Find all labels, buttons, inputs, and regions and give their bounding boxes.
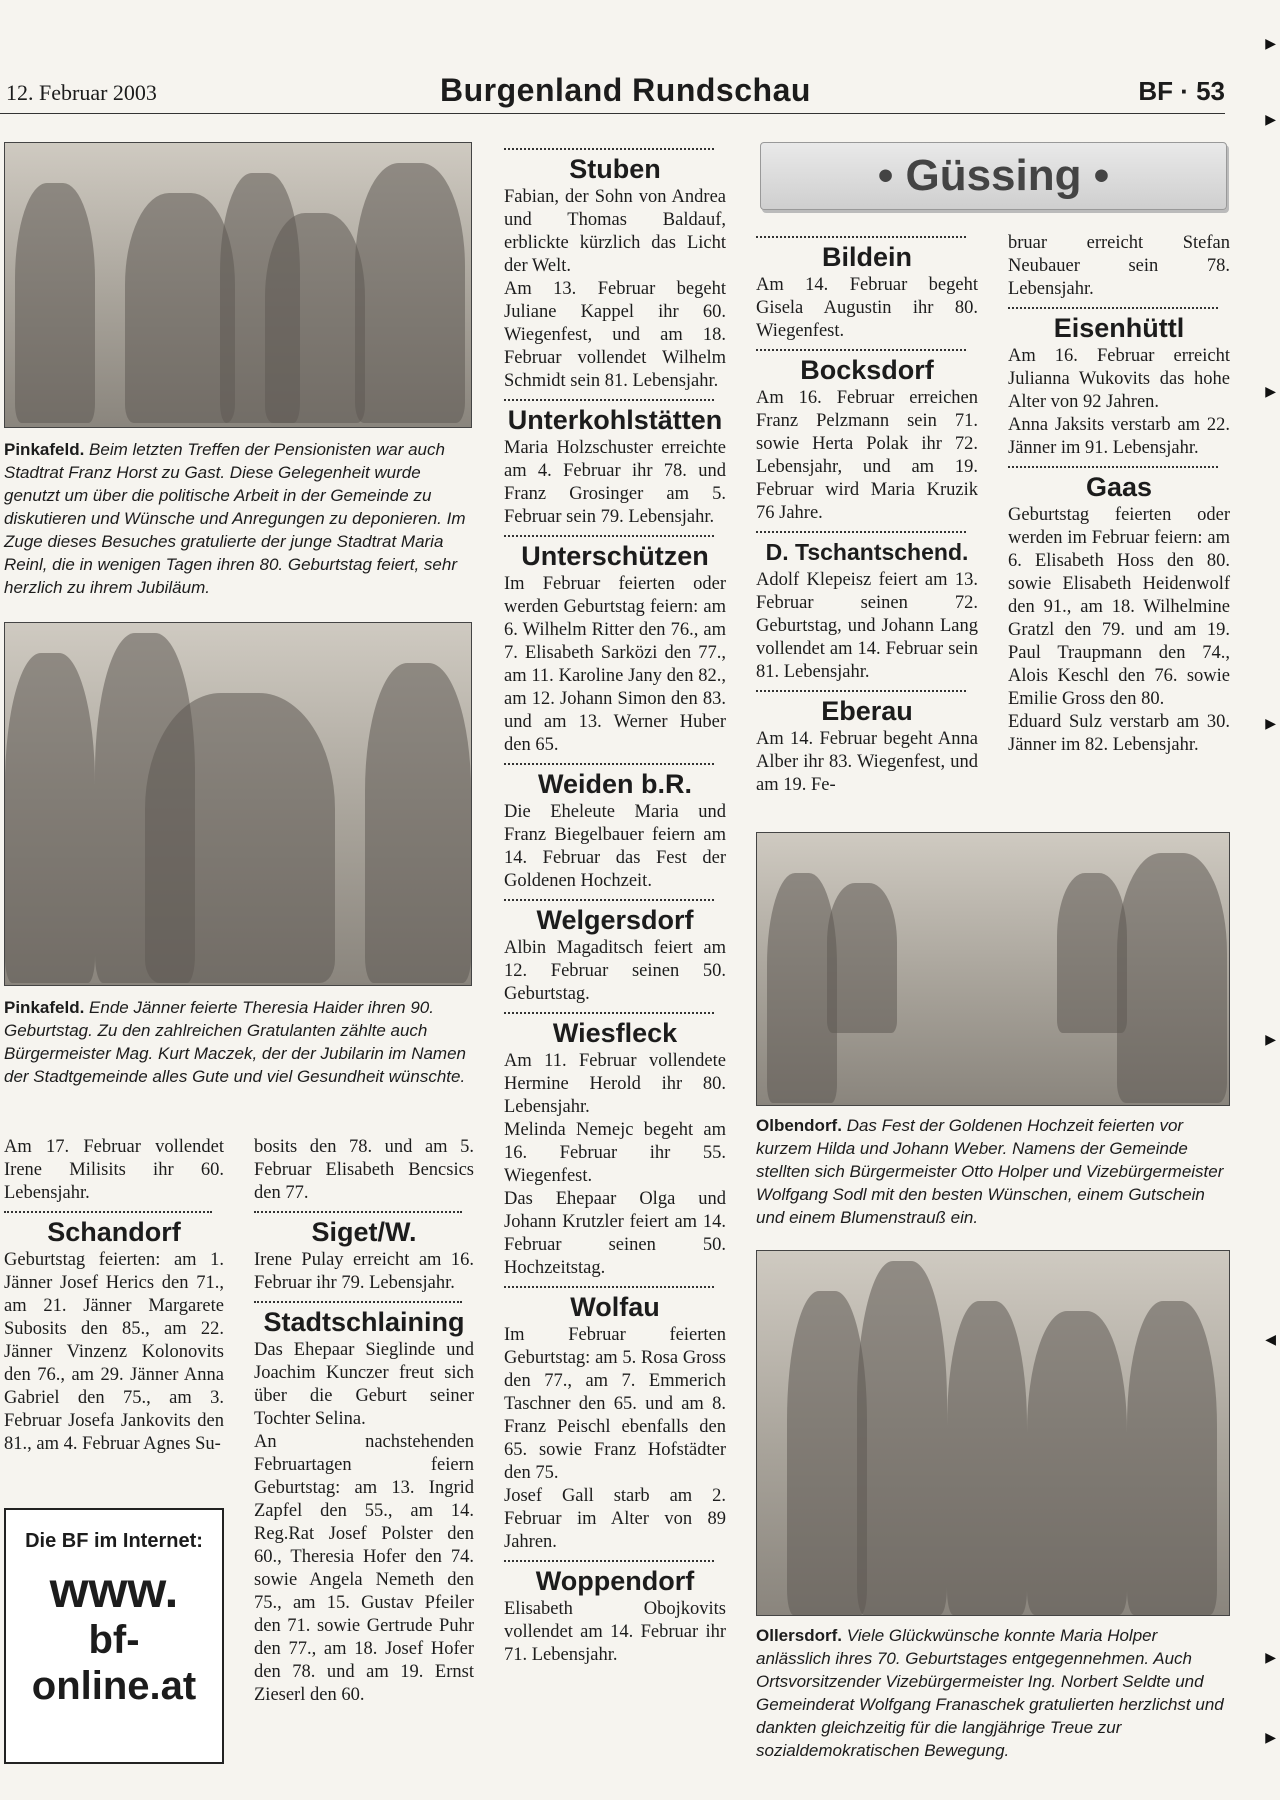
caption-place: Ollersdorf. — [756, 1626, 842, 1645]
column-3 — [504, 142, 726, 1667]
section-heading-stadtschlaining: Stadtschlaining — [263, 1307, 465, 1337]
section-heading-eberau: Eberau — [821, 696, 913, 726]
dotted-divider — [504, 1012, 714, 1014]
caption-text: Viele Glückwünsche konnte Maria Holper anlässlich ihres 70. Geburtstages entgegennehmen. Auch Ortsvorsitzender Vizebürgermeister Ing. Norbert Seldte und Gemeinderat Wolfgang Franaschek gratulierten herzlichst und dankten gleichzeitig für die langjährige Treue zur sozialdemokratischen Bewegung. — [756, 1626, 1224, 1760]
caption-text: Beim letzten Treffen der Pensionisten war auch Stadtrat Franz Horst zu Gast. Diese Gelegenheit wurde genutzt um über die politische Arbeit in der Gemeinde zu diskutieren und Wünsche und Anregungen zu deponieren. Im Zuge dieses Besuches gratulierte der junge Stadtrat Maria Reinl, die in wenigen Tagen ihren 80. Geburtstag feiert, sehr herzlich zu ihrem Jubiläum. — [4, 440, 466, 597]
caption-place: Olbendorf. — [756, 1116, 842, 1135]
caption-place: Pinkafeld. — [4, 998, 85, 1017]
article-text: An nachstehenden Februartagen feiern Geburtstag: am 13. Ingrid Zapfel den 55., am 14. Reg.Rat Josef Polster den 60., Theresia Hofer den 74. sowie Angela Nemeth den 75., am 15. Gustav Pfeiler den 71. sowie Gertrude Puhr den 77., am 18. Josef Hofer den 78. und am 19. Ernst Zieserl den 60. — [254, 1432, 474, 1705]
section-heading-welgersdorf: Welgersdorf — [536, 905, 694, 935]
scan-mark-icon: ▶ — [1265, 385, 1276, 400]
column-1 — [4, 1136, 224, 1456]
section-heading-gaas: Gaas — [1085, 472, 1153, 502]
page-number: BF · 53 — [1138, 76, 1225, 106]
section-heading-tschantschend: D. Tschantschend. — [765, 539, 969, 565]
article-text: Am 14. Februar begeht Anna Alber ihr 83. Wiegenfest, und am 19. Fe- — [756, 729, 978, 795]
scan-mark-icon: ▶ — [1265, 37, 1276, 52]
article-text: Im Februar feierten oder werden Geburtstag feiern: am 6. Wilhelm Ritter den 76., am 7. Elisabeth Sarközi den 77., am 11. Karoline Jany den 82., am 12. Johann Simon den 83. und am 13. Werner Huber den 65. — [504, 574, 726, 755]
scan-mark-icon: ▶ — [1265, 717, 1276, 732]
article-text: Fabian, der Sohn von Andrea und Thomas Baldauf, erblickte kürzlich das Licht der Welt. — [504, 187, 726, 276]
dotted-divider — [504, 399, 714, 401]
section-heading-wolfau: Wolfau — [570, 1292, 660, 1322]
article-text: Am 11. Februar vollendete Hermine Herold ihr 80. Lebensjahr. — [504, 1051, 726, 1117]
region-heading-guessing: • Güssing • — [760, 142, 1227, 210]
caption-photo-3 — [756, 1114, 1228, 1229]
scan-mark-icon: ▶ — [1265, 1033, 1276, 1048]
scan-mark-icon: ▶ — [1265, 113, 1276, 128]
article-text: Josef Gall starb am 2. Februar im Alter von 89 Jahren. — [504, 1486, 726, 1552]
dotted-divider — [504, 899, 714, 901]
photo-pinkafeld-haider — [4, 622, 472, 986]
scan-mark-icon: ▶ — [1265, 1651, 1276, 1666]
dotted-divider — [756, 349, 966, 351]
article-text: Melinda Nemejc begeht am 16. Februar ihr 55. Wiegenfest. — [504, 1120, 726, 1186]
dotted-divider — [504, 1560, 714, 1562]
header-rule — [0, 113, 1225, 114]
article-text: Am 16. Februar erreichen Franz Pelzmann sein 71. sowie Herta Polak ihr 72. Lebensjahr, und am 19. Februar wird Maria Kruzik 76 Jahre. — [756, 388, 978, 523]
dotted-divider — [1008, 466, 1218, 468]
newspaper-title: Burgenland Rundschau — [440, 72, 811, 108]
dotted-divider — [1008, 307, 1218, 309]
dotted-divider — [254, 1301, 462, 1303]
article-text: Die Eheleute Maria und Franz Biegelbauer feiern am 14. Februar das Fest der Goldenen Hochzeit. — [504, 802, 726, 891]
section-heading-weiden: Weiden b.R. — [537, 769, 692, 799]
scan-mark-icon: ▶ — [1265, 1731, 1276, 1746]
internet-box — [4, 1508, 224, 1764]
article-text: Am 17. Februar vollendet Irene Milisits ihr 60. Lebensjahr. — [4, 1137, 224, 1203]
article-text: Adolf Klepeisz feiert am 13. Februar seinen 72. Geburtstag, und Johann Lang vollendet am 14. Februar sein 81. Lebensjahr. — [756, 570, 978, 682]
dotted-divider — [756, 531, 966, 533]
photo-ollersdorf — [756, 1250, 1230, 1616]
article-text: Eduard Sulz verstarb am 30. Jänner im 82. Lebensjahr. — [1008, 712, 1230, 755]
column-5 — [1008, 232, 1230, 757]
article-text: Elisabeth Obojkovits vollendet am 14. Februar ihr 71. Lebensjahr. — [504, 1599, 726, 1665]
article-text: Anna Jaksits verstarb am 22. Jänner im 91. Lebensjahr. — [1008, 415, 1230, 458]
article-text: Geburtstag feierten: am 1. Jänner Josef Herics den 71., am 21. Jänner Margarete Subosits den 85., am 22. Jänner Vinzenz Kolonovits den 76., am 29. Jänner Anna Gabriel den 75., am 3. Februar Josefa Jankovits den 81., am 4. Februar Agnes Su- — [4, 1250, 224, 1454]
internet-url-part[interactable]: bf- — [88, 1618, 140, 1662]
dotted-divider — [756, 690, 966, 692]
section-heading-bildein: Bildein — [821, 242, 912, 272]
photo-pinkafeld-pensionisten — [4, 142, 472, 428]
internet-url-part[interactable]: www. — [49, 1562, 179, 1618]
article-text: Albin Magaditsch feiert am 12. Februar seinen 50. Geburtstag. — [504, 938, 726, 1004]
section-heading-siget: Siget/W. — [311, 1217, 417, 1247]
section-heading-stuben: Stuben — [569, 154, 661, 184]
article-text: Irene Pulay erreicht am 16. Februar ihr 79. Lebensjahr. — [254, 1250, 474, 1293]
internet-url-part[interactable]: online.at — [31, 1664, 197, 1708]
article-text: Maria Holzschuster erreichte am 4. Februar ihr 78. und Franz Grosinger am 5. Februar sein 79. Lebensjahr. — [504, 438, 726, 527]
column-4 — [756, 230, 978, 797]
dotted-divider — [254, 1211, 462, 1213]
dotted-divider — [4, 1211, 212, 1213]
article-text: bruar erreicht Stefan Neubauer sein 78. Lebensjahr. — [1008, 233, 1230, 299]
article-text: Im Februar feierten Geburtstag: am 5. Rosa Gross den 77., am 7. Emmerich Taschner den 65. und am 8. Franz Peischl ebenfalls den 65. sowie Franz Hofstädter den 75. — [504, 1325, 726, 1483]
issue-date: 12. Februar 2003 — [6, 80, 157, 105]
dotted-divider — [756, 236, 966, 238]
dotted-divider — [504, 1286, 714, 1288]
section-heading-eisenhuettl: Eisenhüttl — [1053, 313, 1185, 343]
caption-photo-4 — [756, 1624, 1228, 1762]
dotted-divider — [504, 763, 714, 765]
article-text: Geburtstag feierten oder werden im Februar feiern: am 6. Elisabeth Hoss den 80. sowie Elisabeth Heidenwolf den 91., am 18. Wilhelmine Gratzl den 79. und am 19. Paul Traupmann den 74., Alois Keschl den 76. sowie Emilie Gross den 80. — [1008, 505, 1230, 709]
article-text: bosits den 78. und am 5. Februar Elisabeth Bencsics den 77. — [254, 1137, 474, 1203]
caption-photo-1 — [4, 438, 470, 599]
article-text: Das Ehepaar Sieglinde und Joachim Kunczer freut sich über die Geburt seiner Tochter Selina. — [254, 1340, 474, 1429]
photo-olbendorf — [756, 832, 1230, 1106]
section-heading-unterschuetzen: Unterschützen — [521, 541, 709, 571]
dotted-divider — [504, 535, 714, 537]
article-text: Das Ehepaar Olga und Johann Krutzler feiert am 14. Februar seinen 50. Hochzeitstag. — [504, 1189, 726, 1278]
scan-mark-icon: ◀ — [1265, 1333, 1276, 1348]
caption-place: Pinkafeld. — [4, 440, 85, 459]
caption-text: Ende Jänner feierte Theresia Haider ihren 90. Geburtstag. Zu den zahlreichen Gratulanten zählte auch Bürgermeister Mag. Kurt Maczek, der der Jubilarin im Namen der Stadtgemeinde alles Gute und viel Gesundheit wünschte. — [4, 998, 466, 1086]
section-heading-schandorf: Schandorf — [47, 1217, 181, 1247]
section-heading-woppendorf: Woppendorf — [535, 1566, 695, 1596]
caption-text: Das Fest der Goldenen Hochzeit feierten vor kurzem Hilda und Johann Weber. Namens der Gemeinde stellten sich Bürgermeister Otto Holper und Vizebürgermeister Wolfgang Sodl mit den besten Wünschen, einem Gutschein und einem Blumenstrauß ein. — [756, 1116, 1224, 1227]
section-heading-unterkohlstaetten: Unterkohlstätten — [507, 405, 723, 435]
dotted-divider — [504, 148, 714, 150]
column-2 — [254, 1136, 474, 1707]
internet-box-label: Die BF im Internet: — [25, 1530, 203, 1552]
article-text: Am 16. Februar erreicht Julianna Wukovits das hohe Alter von 92 Jahren. — [1008, 346, 1230, 412]
caption-photo-2 — [4, 996, 470, 1088]
section-heading-wiesfleck: Wiesfleck — [552, 1018, 678, 1048]
article-text: Am 13. Februar begeht Juliane Kappel ihr 60. Wiegenfest, und am 18. Februar vollendet Wilhelm Schmidt sein 81. Lebensjahr. — [504, 279, 726, 391]
article-text: Am 14. Februar begeht Gisela Augustin ihr 80. Wiegenfest. — [756, 275, 978, 341]
section-heading-bocksdorf: Bocksdorf — [800, 355, 934, 385]
